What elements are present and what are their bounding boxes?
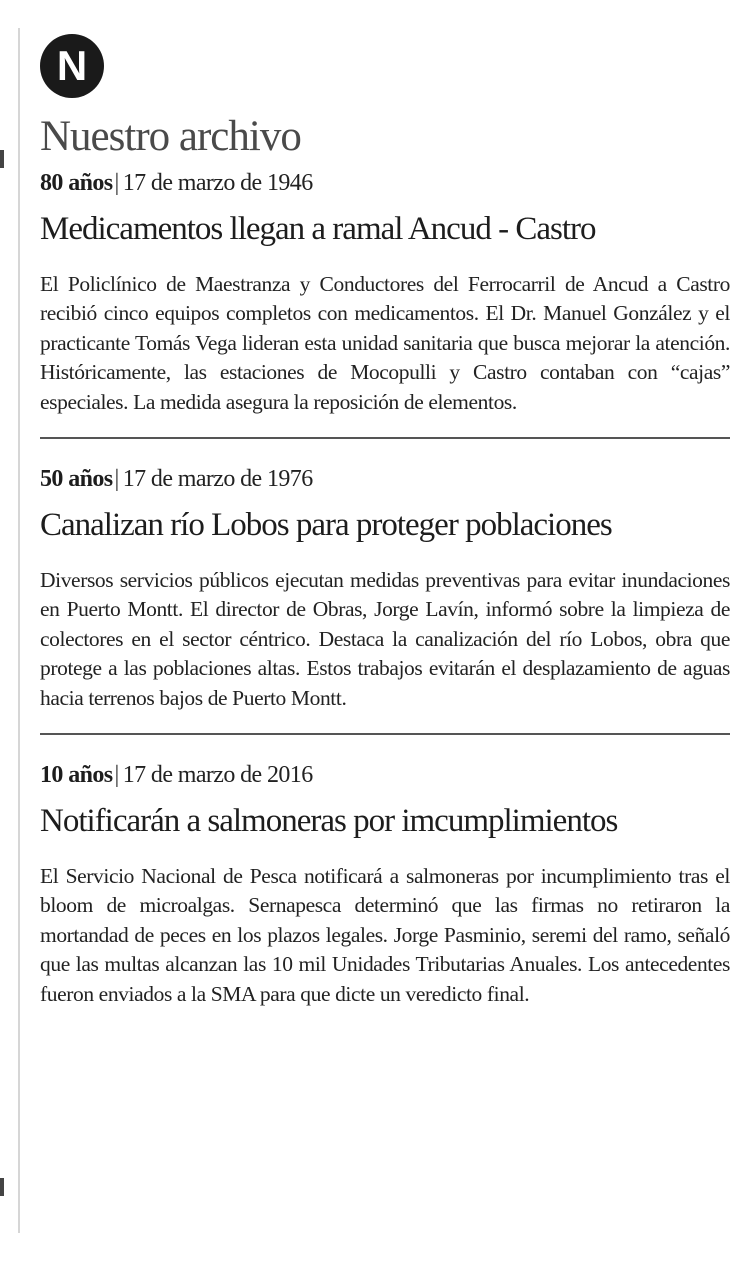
item-headline: Canalizan río Lobos para proteger poblaciones: [40, 507, 612, 544]
item-date: 17 de marzo de 2016: [122, 762, 313, 789]
brand-logo: [40, 34, 104, 98]
item-headline: Notificarán a salmoneras por imcumplimientos: [40, 803, 618, 840]
archive-item: [40, 437, 730, 713]
section-title: Nuestro archivo: [40, 113, 301, 160]
brand-logo-letter: N: [56, 42, 88, 89]
item-meta: [40, 169, 730, 198]
archive-item: [40, 733, 730, 1009]
item-body: El Servicio Nacional de Pesca notificará a salmoneras por incumplimiento tras el bloom de microalgas. Sernapesca determinó que las firmas no retiraron la mortandad de peces en los plazos legales. Jorge Pasminio, seremi del ramo, señaló que las multas alcanzan las 10 mil Unidades Tributarias Anuales. Los antecedentes fueron enviados a la SMA para que dicte un veredicto final.: [40, 863, 730, 1006]
item-years: 50 años: [40, 466, 113, 493]
item-meta: [40, 761, 730, 790]
item-body: El Policlínico de Maestranza y Conductores del Ferrocarril de Ancud a Castro recibió cinco equipos completos con medicamentos. El Dr. Manuel González y el practicante Tomás Vega lideran esta unidad sanitaria que busca mejorar la atención. Históricamente, las estaciones de Mocopulli y Castro contaban con “cajas” especiales. La medida asegura la reposición de elementos.: [40, 271, 730, 414]
page-edge-mark: [0, 1178, 4, 1196]
page-edge-mark: [0, 150, 4, 168]
left-column-rule: [18, 28, 20, 1233]
archive-item: [40, 161, 730, 417]
item-headline: Medicamentos llegan a ramal Ancud - Castro: [40, 211, 596, 248]
item-date: 17 de marzo de 1976: [122, 466, 313, 493]
meta-separator: |: [114, 170, 119, 197]
item-date: 17 de marzo de 1946: [122, 170, 313, 197]
archive-column: [40, 34, 730, 1009]
item-years: 80 años: [40, 170, 113, 197]
item-body: Diversos servicios públicos ejecutan medidas preventivas para evitar inundaciones en Puerto Montt. El director de Obras, Jorge Lavín, informó sobre la limpieza de colectores en el sector céntrico. Destaca la canalización del río Lobos, obra que protege a las poblaciones altas. Estos trabajos evitarán el desplazamiento de aguas hacia terrenos bajos de Puerto Montt.: [40, 567, 730, 710]
meta-separator: |: [114, 762, 119, 789]
item-years: 10 años: [40, 762, 113, 789]
item-meta: [40, 465, 730, 494]
meta-separator: |: [114, 466, 119, 493]
